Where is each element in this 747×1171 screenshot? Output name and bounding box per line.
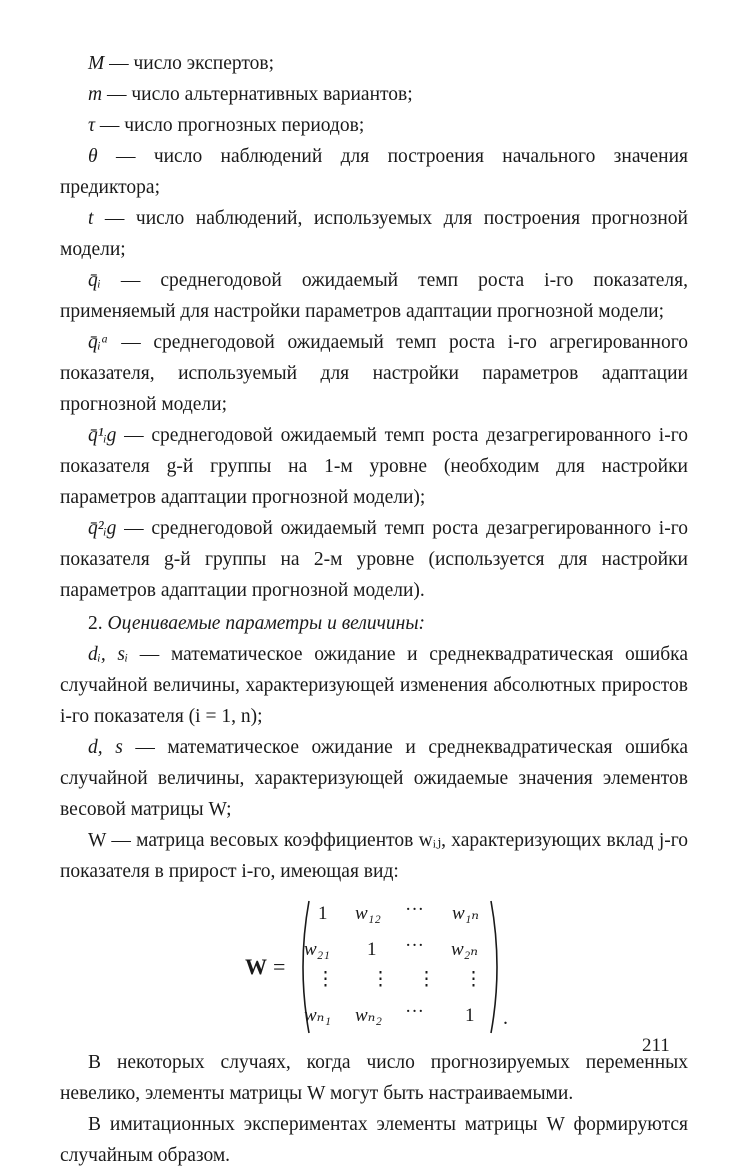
section-title: Оцениваемые параметры и величины: [107, 613, 426, 634]
matrix-formula [60, 897, 688, 1037]
def-m [60, 79, 688, 110]
symbol: dᵢ, sᵢ [88, 644, 129, 665]
matrix-trailing-period: . [503, 1007, 508, 1029]
definition-text: — среднегодовой ожидаемый темп роста i-го агрегированного показателя, используемый для настройки параметров адаптации прогнозной модели; [60, 332, 688, 415]
matrix-cell: 1 [465, 1005, 475, 1026]
def-qig-1 [60, 420, 688, 513]
matrix-cell: ⋮ [464, 969, 483, 990]
symbol: q̄²ᵢg [88, 518, 117, 539]
definition-text: — число экспертов; [104, 53, 274, 74]
def-theta [60, 141, 688, 203]
symbol: q̄ᵢᵃ [88, 332, 109, 353]
matrix-cell: w₂ₙ [451, 939, 478, 960]
param-text: — математическое ожидание и среднеквадратическая ошибка случайной величины, характеризующей изменения абсолютных приростов i-го показателя (i = 1, n); [60, 644, 688, 727]
symbol: d, s [88, 737, 123, 758]
def-qi-a [60, 327, 688, 420]
matrix-cell: 1 [367, 939, 377, 960]
def-t [60, 203, 688, 265]
def-tau [60, 110, 688, 141]
matrix-cell: wₙ₂ [355, 1005, 382, 1026]
closing-paragraph-1: В некоторых случаях, когда число прогнозируемых переменных невелико, элементы матрицы W могут быть настраиваемыми. [60, 1052, 688, 1104]
definition-text: — число наблюдений, используемых для построения прогнозной модели; [60, 208, 688, 260]
matrix-cell: ··· [405, 1001, 424, 1022]
matrix-cell: wₙ₁ [304, 1005, 331, 1026]
matrix-cell: w₂₁ [304, 939, 330, 960]
section-number: 2. [88, 613, 103, 634]
param-W [60, 825, 688, 887]
def-qig-2 [60, 513, 688, 606]
param-d-s-i [60, 639, 688, 732]
definition-text: — число прогнозных периодов; [94, 115, 365, 136]
definition-text: — среднегодовой ожидаемый темп роста дезагрегированного i-го показателя g-й группы на 1-м уровне (необходим для настройки параметров адаптации прогнозной модели); [60, 425, 688, 508]
symbol: τ [88, 115, 95, 136]
param-text: — математическое ожидание и среднеквадратическая ошибка случайной величины, характеризующей ожидаемые значения элементов весовой матрицы W; [60, 737, 688, 820]
matrix-cell: ⋮ [316, 969, 335, 990]
symbol: q̄ᵢ [88, 270, 101, 291]
matrix-cell: w₁ₙ [452, 903, 479, 924]
closing-paragraph-2: В имитационных экспериментах элементы матрицы W формируются случайным образом. [60, 1114, 688, 1166]
def-qi [60, 265, 688, 327]
definition-text: — среднегодовой ожидаемый темп роста i-го показателя, применяемый для настройки параметров адаптации прогнозной модели; [60, 270, 688, 322]
page-body [60, 48, 688, 1171]
matrix-cell: w₁₂ [355, 903, 381, 924]
param-d-s [60, 732, 688, 825]
symbol: W [88, 830, 107, 851]
symbol: t [88, 208, 94, 229]
def-M [60, 48, 688, 79]
matrix-label: W [245, 954, 267, 979]
definition-text: — число наблюдений для построения начального значения предиктора; [60, 146, 688, 198]
symbol: q̄¹ᵢg [88, 425, 117, 446]
param-text: — матрица весовых коэффициентов wᵢⱼ, характеризующих вклад j-го показателя в прирост i-го, имеющая вид: [60, 830, 688, 882]
symbol: m [88, 84, 103, 105]
definition-text: — среднегодовой ожидаемый темп роста дезагрегированного i-го показателя g-й группы на 2-м уровне (используется для настройки параметров адаптации прогнозной модели). [60, 518, 688, 601]
section-heading [60, 608, 688, 639]
matrix-cell: ··· [405, 899, 424, 920]
definition-text: — число альтернативных вариантов; [102, 84, 413, 105]
matrix-cell: ⋮ [417, 969, 436, 990]
matrix-cell: ⋮ [371, 969, 390, 990]
right-paren [491, 901, 497, 1033]
page-number: 211 [642, 1035, 670, 1056]
symbol: θ [88, 146, 98, 167]
matrix-cell: 1 [318, 903, 328, 924]
equals-sign: = [273, 954, 286, 979]
matrix-cell: ··· [405, 935, 424, 956]
symbol: M [88, 53, 105, 74]
